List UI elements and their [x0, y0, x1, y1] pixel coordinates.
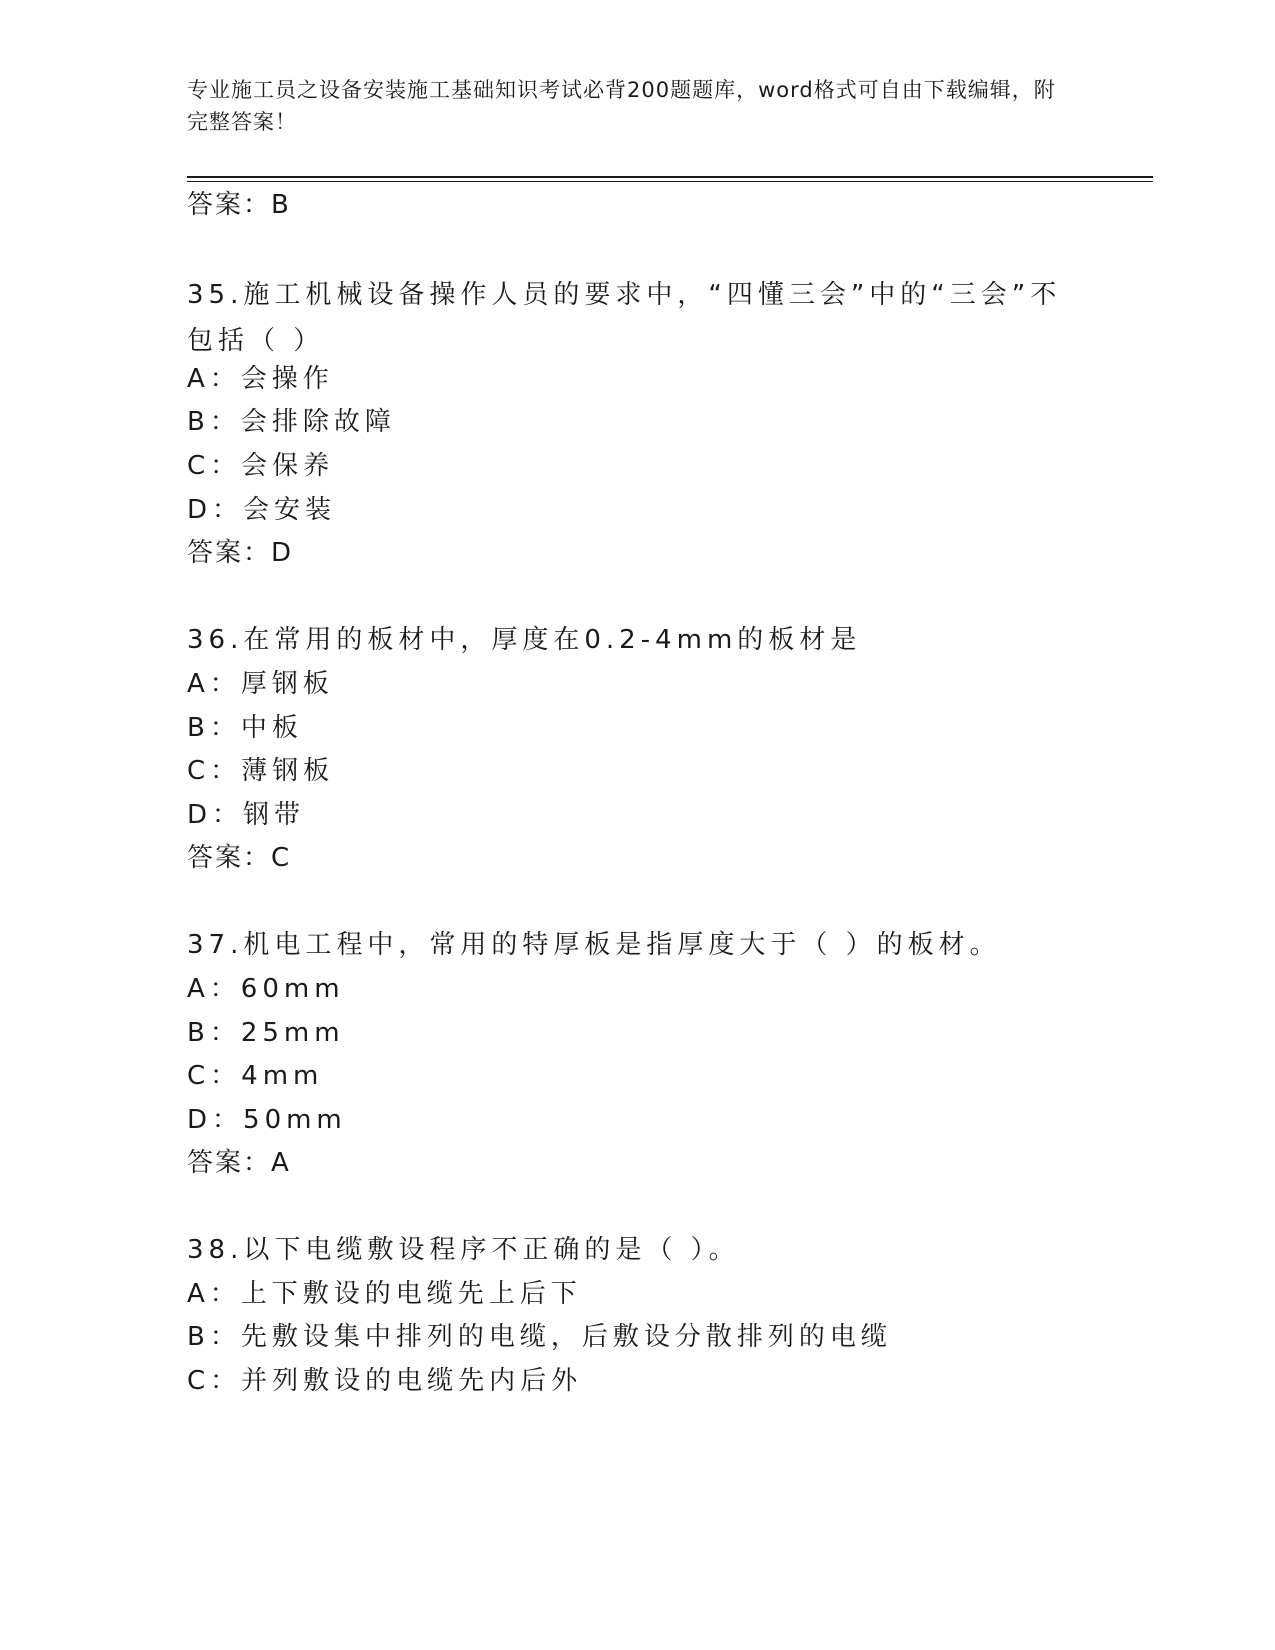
option-c: C：并列敷设的电缆先内后外	[187, 1366, 583, 1396]
option-a: A：厚钢板	[187, 669, 334, 699]
option-d: D：会安装	[187, 495, 337, 525]
question-stem: 35.施工机械设备操作人员的要求中，“四懂三会”中的“三会”不包括（ ）	[187, 280, 1062, 356]
answer-line: 答案：A	[187, 1148, 291, 1178]
option-c: C：薄钢板	[187, 756, 335, 786]
option-a: A：上下敷设的电缆先上后下	[187, 1279, 582, 1309]
option-d: D：钢带	[187, 800, 306, 830]
option-d: D：50mm	[187, 1105, 347, 1135]
question-stem: 36.在常用的板材中，厚度在0.2-4mm的板材是	[187, 625, 862, 655]
header-divider	[187, 176, 1153, 178]
option-b: B：25mm	[187, 1018, 345, 1048]
answer-line: 答案：C	[187, 843, 292, 873]
option-a: A：会操作	[187, 364, 334, 394]
option-b: B：先敷设集中排列的电缆，后敷设分散排列的电缆	[187, 1322, 892, 1352]
question-stem: 37.机电工程中，常用的特厚板是指厚度大于（ ）的板材。	[187, 930, 1001, 960]
question-stem: 38.以下电缆敷设程序不正确的是（ ）。	[187, 1235, 740, 1265]
answer-line: 答案：B	[187, 190, 291, 220]
answer-line: 答案：D	[187, 538, 294, 568]
option-c: C：会保养	[187, 451, 335, 481]
option-a: A：60mm	[187, 974, 345, 1004]
header-divider-secondary	[187, 181, 1153, 182]
option-b: B：会排除故障	[187, 407, 396, 437]
option-c: C：4mm	[187, 1061, 324, 1091]
document-header: 专业施工员之设备安装施工基础知识考试必背200题题库，word格式可自由下载编辑，附完整答案！	[187, 78, 1056, 134]
option-b: B：中板	[187, 713, 303, 743]
